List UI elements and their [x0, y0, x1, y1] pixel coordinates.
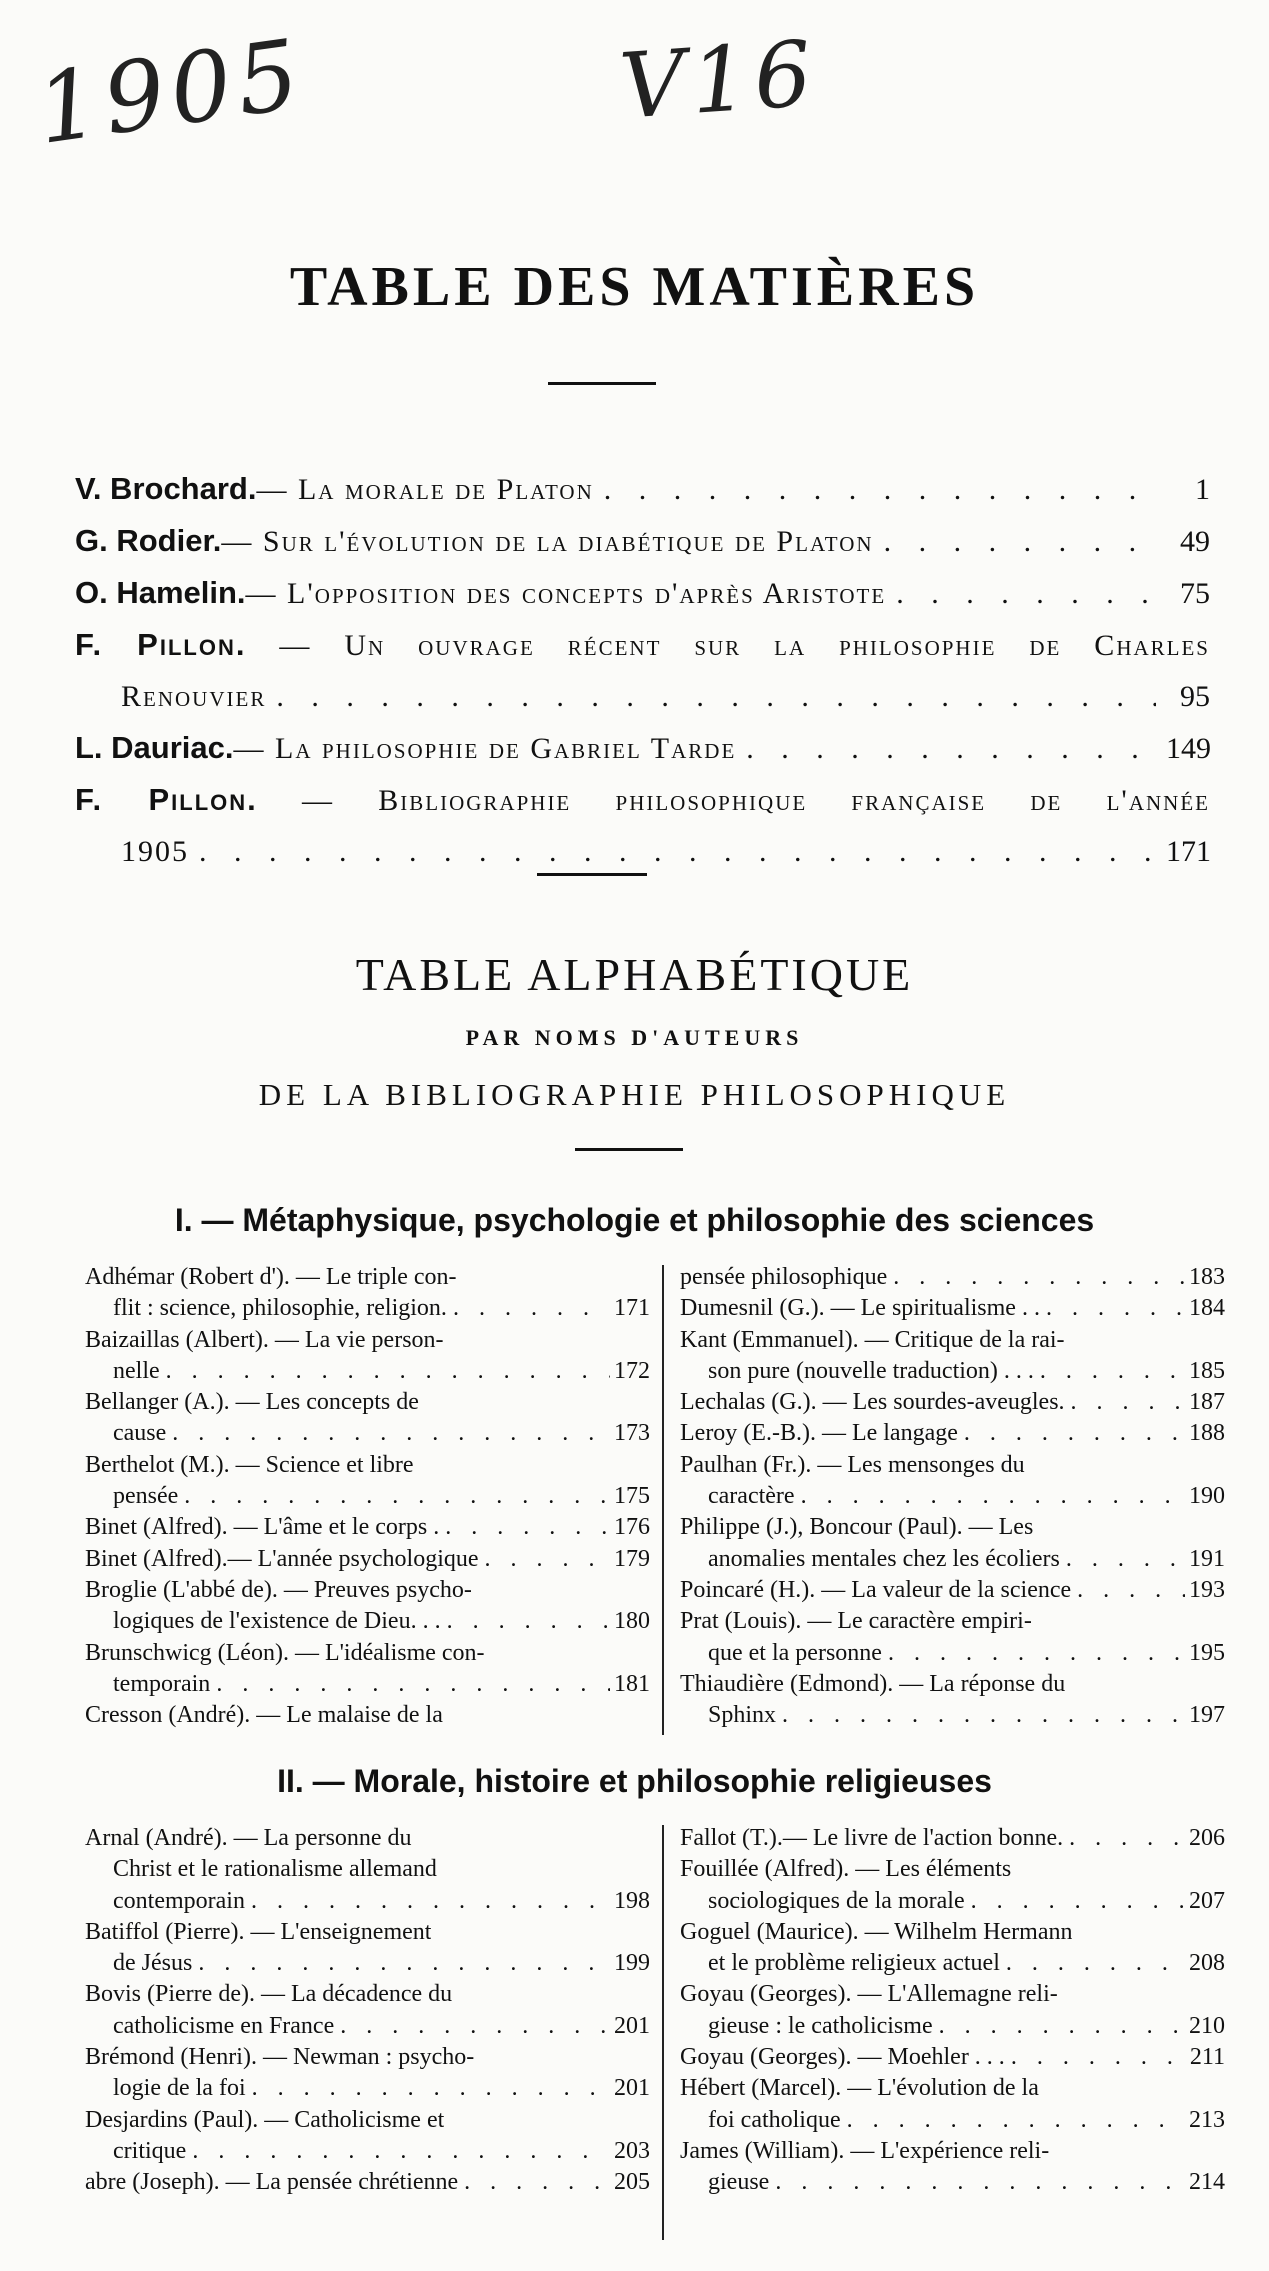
entry-line — [85, 1948, 650, 1979]
dot-leader — [801, 1481, 1185, 1512]
entry-line — [680, 2105, 1225, 2136]
entry-text: critique — [113, 2137, 187, 2164]
entry-text: Hébert (Marcel). — L'évolution de la — [680, 2075, 1039, 2102]
entry-text: que et la personne — [708, 1639, 882, 1666]
dot-leader — [192, 2136, 610, 2167]
bibliography-entry — [85, 1544, 650, 1575]
dot-leader — [252, 2073, 610, 2104]
entry-text: logiques de l'existence de Dieu. . . — [113, 1608, 441, 1635]
toc-page-number: 149 — [1166, 732, 1211, 765]
dot-leader — [888, 1638, 1185, 1669]
section2-column-right — [680, 1823, 1225, 2199]
entry-line — [85, 1512, 650, 1543]
dot-leader — [464, 2167, 610, 2198]
entry-text: Goguel (Maurice). — Wilhelm Hermann — [680, 1918, 1073, 1945]
toc-title: — Bibliographie philosophique française de l'année — [302, 784, 1210, 817]
entry-text: gieuse — [708, 2169, 770, 2196]
entry-line — [680, 1886, 1225, 1917]
dot-leader — [485, 1544, 610, 1575]
entry-line — [85, 2011, 650, 2042]
page-number: 181 — [614, 1670, 650, 1697]
entry-line — [85, 2073, 650, 2104]
toc-line — [75, 774, 1210, 826]
toc-author: V. Brochard. — [75, 471, 257, 506]
entry-text: Bovis (Pierre de). — La décadence du — [85, 1981, 453, 2008]
entry-line — [85, 1823, 650, 1854]
toc-page-number: 49 — [1180, 525, 1210, 558]
dot-leader — [1006, 1948, 1185, 1979]
entry-line — [85, 1886, 650, 1917]
dot-leader — [896, 568, 1156, 619]
entry-text: Sphinx — [708, 1702, 777, 1729]
dot-leader — [1077, 1575, 1185, 1606]
entry-line — [85, 1262, 650, 1293]
entry-line — [85, 1606, 650, 1637]
page-number: 213 — [1189, 2106, 1225, 2133]
toc-entry — [75, 619, 1210, 722]
toc-list — [75, 463, 1210, 877]
dot-leader — [1046, 1293, 1185, 1324]
toc-line — [75, 463, 1210, 515]
toc-page-number: 95 — [1180, 680, 1210, 713]
alpha-title: TABLE ALPHABÉTIQUE — [355, 949, 914, 1000]
entry-text: James (William). — L'expérience reli- — [680, 2137, 1050, 2164]
bibliography-entry — [85, 1262, 650, 1325]
entry-line — [85, 1669, 650, 1700]
dot-leader — [1011, 2042, 1185, 2073]
dot-leader — [198, 1948, 610, 1979]
entry-line — [85, 1481, 650, 1512]
entry-line — [680, 2167, 1225, 2198]
page-number: 199 — [614, 1950, 650, 1977]
bibliography-entry — [85, 2167, 650, 2198]
dot-leader — [1069, 1823, 1185, 1854]
entry-text: cause — [113, 1420, 167, 1447]
toc-entry — [75, 515, 1210, 567]
entry-line — [680, 1854, 1225, 1885]
page-number: 190 — [1189, 1483, 1225, 1510]
dot-leader — [1071, 1387, 1185, 1418]
page-number: 205 — [614, 2169, 650, 2196]
page-number: 206 — [1189, 1825, 1225, 1851]
toc-entry — [75, 722, 1210, 774]
bibliography-entry — [680, 1917, 1225, 1980]
section-heading: II. — Morale, histoire et philosophie religieuses — [277, 1763, 992, 1799]
toc-author: F. Pillon. — [75, 627, 247, 662]
page-number: 171 — [614, 1295, 650, 1322]
bibliography-entry — [85, 2042, 650, 2105]
dot-leader — [1066, 1544, 1185, 1575]
toc-title: Renouvier — [121, 680, 267, 713]
entry-text: pensée — [113, 1483, 179, 1510]
entry-line — [680, 2073, 1225, 2104]
entry-line — [680, 1979, 1225, 2010]
entry-text: Poincaré (H.). — La valeur de la science — [680, 1576, 1072, 1603]
dot-leader — [847, 2105, 1185, 2136]
page-number: 191 — [1189, 1545, 1225, 1572]
dot-leader — [1040, 1356, 1185, 1387]
rule-divider — [537, 873, 647, 876]
dot-leader — [340, 2011, 610, 2042]
entry-text: flit : science, philosophie, religion. — [113, 1295, 447, 1322]
entry-text: Fallot (T.).— Le livre de l'action bonne. — [680, 1825, 1064, 1851]
entry-text: Thiaudière (Edmond). — La réponse du — [680, 1670, 1066, 1697]
entry-text: caractère — [708, 1483, 795, 1510]
page-number: 201 — [614, 2012, 650, 2039]
bibliography-entry — [680, 1823, 1225, 1854]
entry-text: temporain — [113, 1670, 211, 1697]
page-number: 172 — [614, 1357, 650, 1384]
entry-text: sociologiques de la morale — [708, 1887, 965, 1914]
column-divider — [662, 1265, 664, 1735]
entry-text: catholicisme en France — [113, 2012, 335, 2039]
entry-text: son pure (nouvelle traduction) . . . — [708, 1357, 1034, 1384]
entry-line — [680, 2011, 1225, 2042]
section1-column-left — [85, 1262, 650, 1731]
entry-line — [680, 1356, 1225, 1387]
bibliography-entry — [85, 1325, 650, 1388]
page-number: 173 — [614, 1420, 650, 1447]
entry-line — [85, 1387, 650, 1418]
entry-text: Goyau (Georges). — Moehler . . . — [680, 2044, 1005, 2071]
bibliography-entry — [680, 1854, 1225, 1917]
section1-column-right — [680, 1262, 1225, 1731]
toc-line — [75, 671, 1210, 722]
toc-line — [75, 722, 1210, 774]
section2-column-left — [85, 1823, 650, 2199]
entry-line — [85, 1293, 650, 1324]
handwritten-volume: V16 — [616, 21, 821, 140]
entry-text: Kant (Emmanuel). — Critique de la rai- — [680, 1326, 1065, 1353]
page-number: 197 — [1189, 1702, 1225, 1729]
toc-author: L. Dauriac. — [75, 730, 234, 765]
entry-line — [680, 2042, 1225, 2073]
entry-line — [85, 1418, 650, 1449]
entry-text: et le problème religieux actuel — [708, 1950, 1000, 1977]
bibliography-entry — [680, 1669, 1225, 1732]
page-number: 175 — [614, 1483, 650, 1510]
dot-leader — [775, 2167, 1185, 2198]
entry-line — [680, 1544, 1225, 1575]
page-number: 207 — [1189, 1887, 1225, 1914]
page-number: 201 — [614, 2075, 650, 2102]
entry-line — [680, 1387, 1225, 1418]
alpha-subtitle: PAR NOMS D'AUTEURS — [465, 1025, 804, 1050]
page-number: 203 — [614, 2137, 650, 2164]
entry-text: foi catholique — [708, 2106, 841, 2133]
entry-line — [680, 1325, 1225, 1356]
entry-line — [680, 1669, 1225, 1700]
entry-text: Desjardins (Paul). — Catholicisme et — [85, 2106, 445, 2133]
entry-text: Adhémar (Robert d'). — Le triple con- — [85, 1264, 457, 1290]
entry-text: Dumesnil (G.). — Le spiritualisme . . — [680, 1295, 1040, 1322]
toc-entry — [75, 463, 1210, 515]
toc-entry — [75, 567, 1210, 619]
dot-leader — [447, 1606, 610, 1637]
entry-text: Berthelot (M.). — Science et libre — [85, 1451, 414, 1478]
dot-leader — [199, 826, 1156, 877]
dot-leader — [964, 1418, 1185, 1449]
entry-line — [680, 1638, 1225, 1669]
page-number: 195 — [1189, 1639, 1225, 1666]
entry-text: nelle — [113, 1357, 160, 1384]
bibliography-entry — [680, 1387, 1225, 1418]
entry-text: pensée philosophique — [680, 1264, 888, 1290]
page-number: 214 — [1189, 2169, 1225, 2196]
entry-line — [680, 1262, 1225, 1293]
bibliography-entry — [680, 2136, 1225, 2199]
bibliography-entry — [85, 1823, 650, 1917]
entry-text: Cresson (André). — Le malaise de la — [85, 1702, 443, 1729]
bibliography-entry — [680, 1293, 1225, 1324]
page-number: 180 — [614, 1608, 650, 1635]
entry-line — [85, 1450, 650, 1481]
entry-text: Prat (Louis). — Le caractère empiri- — [680, 1608, 1032, 1635]
dot-leader — [172, 1418, 610, 1449]
entry-text: Broglie (L'abbé de). — Preuves psycho- — [85, 1576, 472, 1603]
bibliography-entry — [680, 1262, 1225, 1293]
toc-line — [75, 619, 1210, 671]
entry-line — [680, 1823, 1225, 1854]
entry-line — [680, 1606, 1225, 1637]
dot-leader — [184, 1481, 610, 1512]
bibliography-entry — [85, 2105, 650, 2168]
rule-divider — [548, 382, 656, 385]
page-number: 184 — [1189, 1295, 1225, 1322]
dot-leader — [276, 671, 1156, 722]
bibliography-entry — [680, 1979, 1225, 2042]
bibliography-entry — [85, 1979, 650, 2042]
dot-leader — [604, 464, 1156, 515]
page-number: 208 — [1189, 1950, 1225, 1977]
toc-title: — Un ouvrage récent sur la philosophie de Charles — [279, 629, 1210, 662]
toc-title: TABLE DES MATIÈRES — [289, 256, 980, 318]
dot-leader — [782, 1700, 1185, 1731]
column-divider — [662, 1825, 664, 2240]
bibliography-entry — [85, 1450, 650, 1513]
bibliography-entry — [85, 1387, 650, 1450]
page-number: 188 — [1189, 1420, 1225, 1447]
bibliography-entry — [85, 1917, 650, 1980]
entry-line — [85, 2167, 650, 2198]
dot-leader — [893, 1262, 1185, 1293]
entry-text: anomalies mentales chez les écoliers — [708, 1545, 1060, 1572]
toc-title: — La philosophie de Gabriel Tarde — [233, 732, 737, 765]
toc-author: O. Hamelin. — [75, 575, 246, 610]
toc-entry — [75, 774, 1210, 877]
entry-line — [680, 1917, 1225, 1948]
entry-line — [85, 1575, 650, 1606]
dot-leader — [166, 1356, 610, 1387]
bibliography-entry — [680, 1418, 1225, 1449]
entry-text: Lechalas (G.). — Les sourdes-aveugles. — [680, 1389, 1065, 1416]
page-number: 198 — [614, 1887, 650, 1914]
alpha-subtitle-2: DE LA BIBLIOGRAPHIE PHILOSOPHIQUE — [258, 1077, 1011, 1112]
entry-text: Brémond (Henri). — Newman : psycho- — [85, 2044, 475, 2071]
entry-line — [680, 1450, 1225, 1481]
toc-author: G. Rodier. — [75, 523, 222, 558]
page-number: 185 — [1189, 1357, 1225, 1384]
bibliography-entry — [680, 1512, 1225, 1575]
dot-leader — [453, 1293, 610, 1324]
entry-line — [85, 1854, 650, 1885]
toc-author: F. Pillon. — [75, 782, 258, 817]
toc-page-number: 1 — [1195, 473, 1210, 506]
dot-leader — [971, 1886, 1185, 1917]
bibliography-entry — [85, 1575, 650, 1638]
toc-page-number: 171 — [1166, 835, 1211, 868]
entry-line — [680, 1575, 1225, 1606]
dot-leader — [939, 2011, 1185, 2042]
entry-text: abre (Joseph). — La pensée chrétienne — [85, 2169, 459, 2196]
toc-title: 1905 — [121, 835, 189, 868]
dot-leader — [746, 723, 1156, 774]
page-number: 210 — [1189, 2012, 1225, 2039]
entry-text: Paulhan (Fr.). — Les mensonges du — [680, 1451, 1025, 1478]
page-number: 187 — [1189, 1389, 1225, 1416]
toc-title: — L'opposition des concepts d'après Aristote — [245, 577, 887, 610]
bibliography-entry — [85, 1512, 650, 1543]
section-heading: I. — Métaphysique, psychologie et philosophie des sciences — [174, 1202, 1095, 1238]
toc-line — [75, 515, 1210, 567]
bibliography-entry — [680, 1575, 1225, 1606]
bibliography-entry — [680, 1325, 1225, 1388]
entry-line — [680, 1700, 1225, 1731]
entry-text: de Jésus — [113, 1950, 193, 1977]
entry-line — [680, 1481, 1225, 1512]
toc-line — [75, 567, 1210, 619]
page-number: 183 — [1189, 1264, 1225, 1290]
entry-line — [85, 1356, 650, 1387]
bibliography-entry — [85, 1700, 650, 1731]
bibliography-entry — [680, 1450, 1225, 1513]
rule-divider — [575, 1148, 683, 1151]
entry-line — [680, 1293, 1225, 1324]
bibliography-entry — [680, 2073, 1225, 2136]
entry-line — [85, 1638, 650, 1669]
toc-title: — La morale de Platon — [256, 473, 594, 506]
page-number: 176 — [614, 1514, 650, 1541]
page-number: 193 — [1189, 1576, 1225, 1603]
entry-line — [680, 2136, 1225, 2167]
entry-line — [85, 1325, 650, 1356]
bibliography-entry — [680, 1606, 1225, 1669]
dot-leader — [216, 1669, 610, 1700]
entry-text: Christ et le rationalisme allemand — [113, 1856, 437, 1883]
entry-line — [680, 1512, 1225, 1543]
entry-text: Batiffol (Pierre). — L'enseignement — [85, 1918, 432, 1945]
entry-text: Brunschwicg (Léon). — L'idéalisme con- — [85, 1639, 485, 1666]
toc-line — [75, 826, 1210, 877]
dot-leader — [884, 516, 1156, 567]
entry-line — [85, 1544, 650, 1575]
page-number: 179 — [614, 1545, 650, 1572]
entry-text: Philippe (J.), Boncour (Paul). — Les — [680, 1514, 1034, 1541]
entry-text: logie de la foi — [113, 2075, 246, 2102]
entry-line — [85, 1917, 650, 1948]
entry-text: Arnal (André). — La personne du — [85, 1825, 412, 1851]
entry-text: Leroy (E.-B.). — Le langage — [680, 1420, 958, 1447]
entry-line — [85, 2136, 650, 2167]
entry-text: Binet (Alfred).— L'année psychologique — [85, 1545, 479, 1572]
entry-text: Fouillée (Alfred). — Les éléments — [680, 1856, 1012, 1883]
dot-leader — [445, 1512, 610, 1543]
entry-text: gieuse : le catholicisme — [708, 2012, 933, 2039]
bibliography-entry — [680, 2042, 1225, 2073]
entry-line — [85, 1700, 650, 1731]
entry-line — [85, 1979, 650, 2010]
toc-page-number: 75 — [1180, 577, 1210, 610]
page-number: 211 — [1189, 2044, 1225, 2071]
toc-title: — Sur l'évolution de la diabétique de Platon — [221, 525, 874, 558]
entry-line — [680, 1418, 1225, 1449]
entry-line — [85, 2042, 650, 2073]
entry-text: Baizaillas (Albert). — La vie person- — [85, 1326, 444, 1353]
entry-line — [680, 1948, 1225, 1979]
dot-leader — [251, 1886, 610, 1917]
bibliography-entry — [85, 1638, 650, 1701]
entry-line — [85, 2105, 650, 2136]
entry-text: Goyau (Georges). — L'Allemagne reli- — [680, 1981, 1058, 2008]
handwritten-year: 1905 — [30, 17, 312, 166]
entry-text: Binet (Alfred). — L'âme et le corps . — [85, 1514, 440, 1541]
entry-text: contemporain — [113, 1887, 245, 1914]
entry-text: Bellanger (A.). — Les concepts de — [85, 1389, 419, 1416]
